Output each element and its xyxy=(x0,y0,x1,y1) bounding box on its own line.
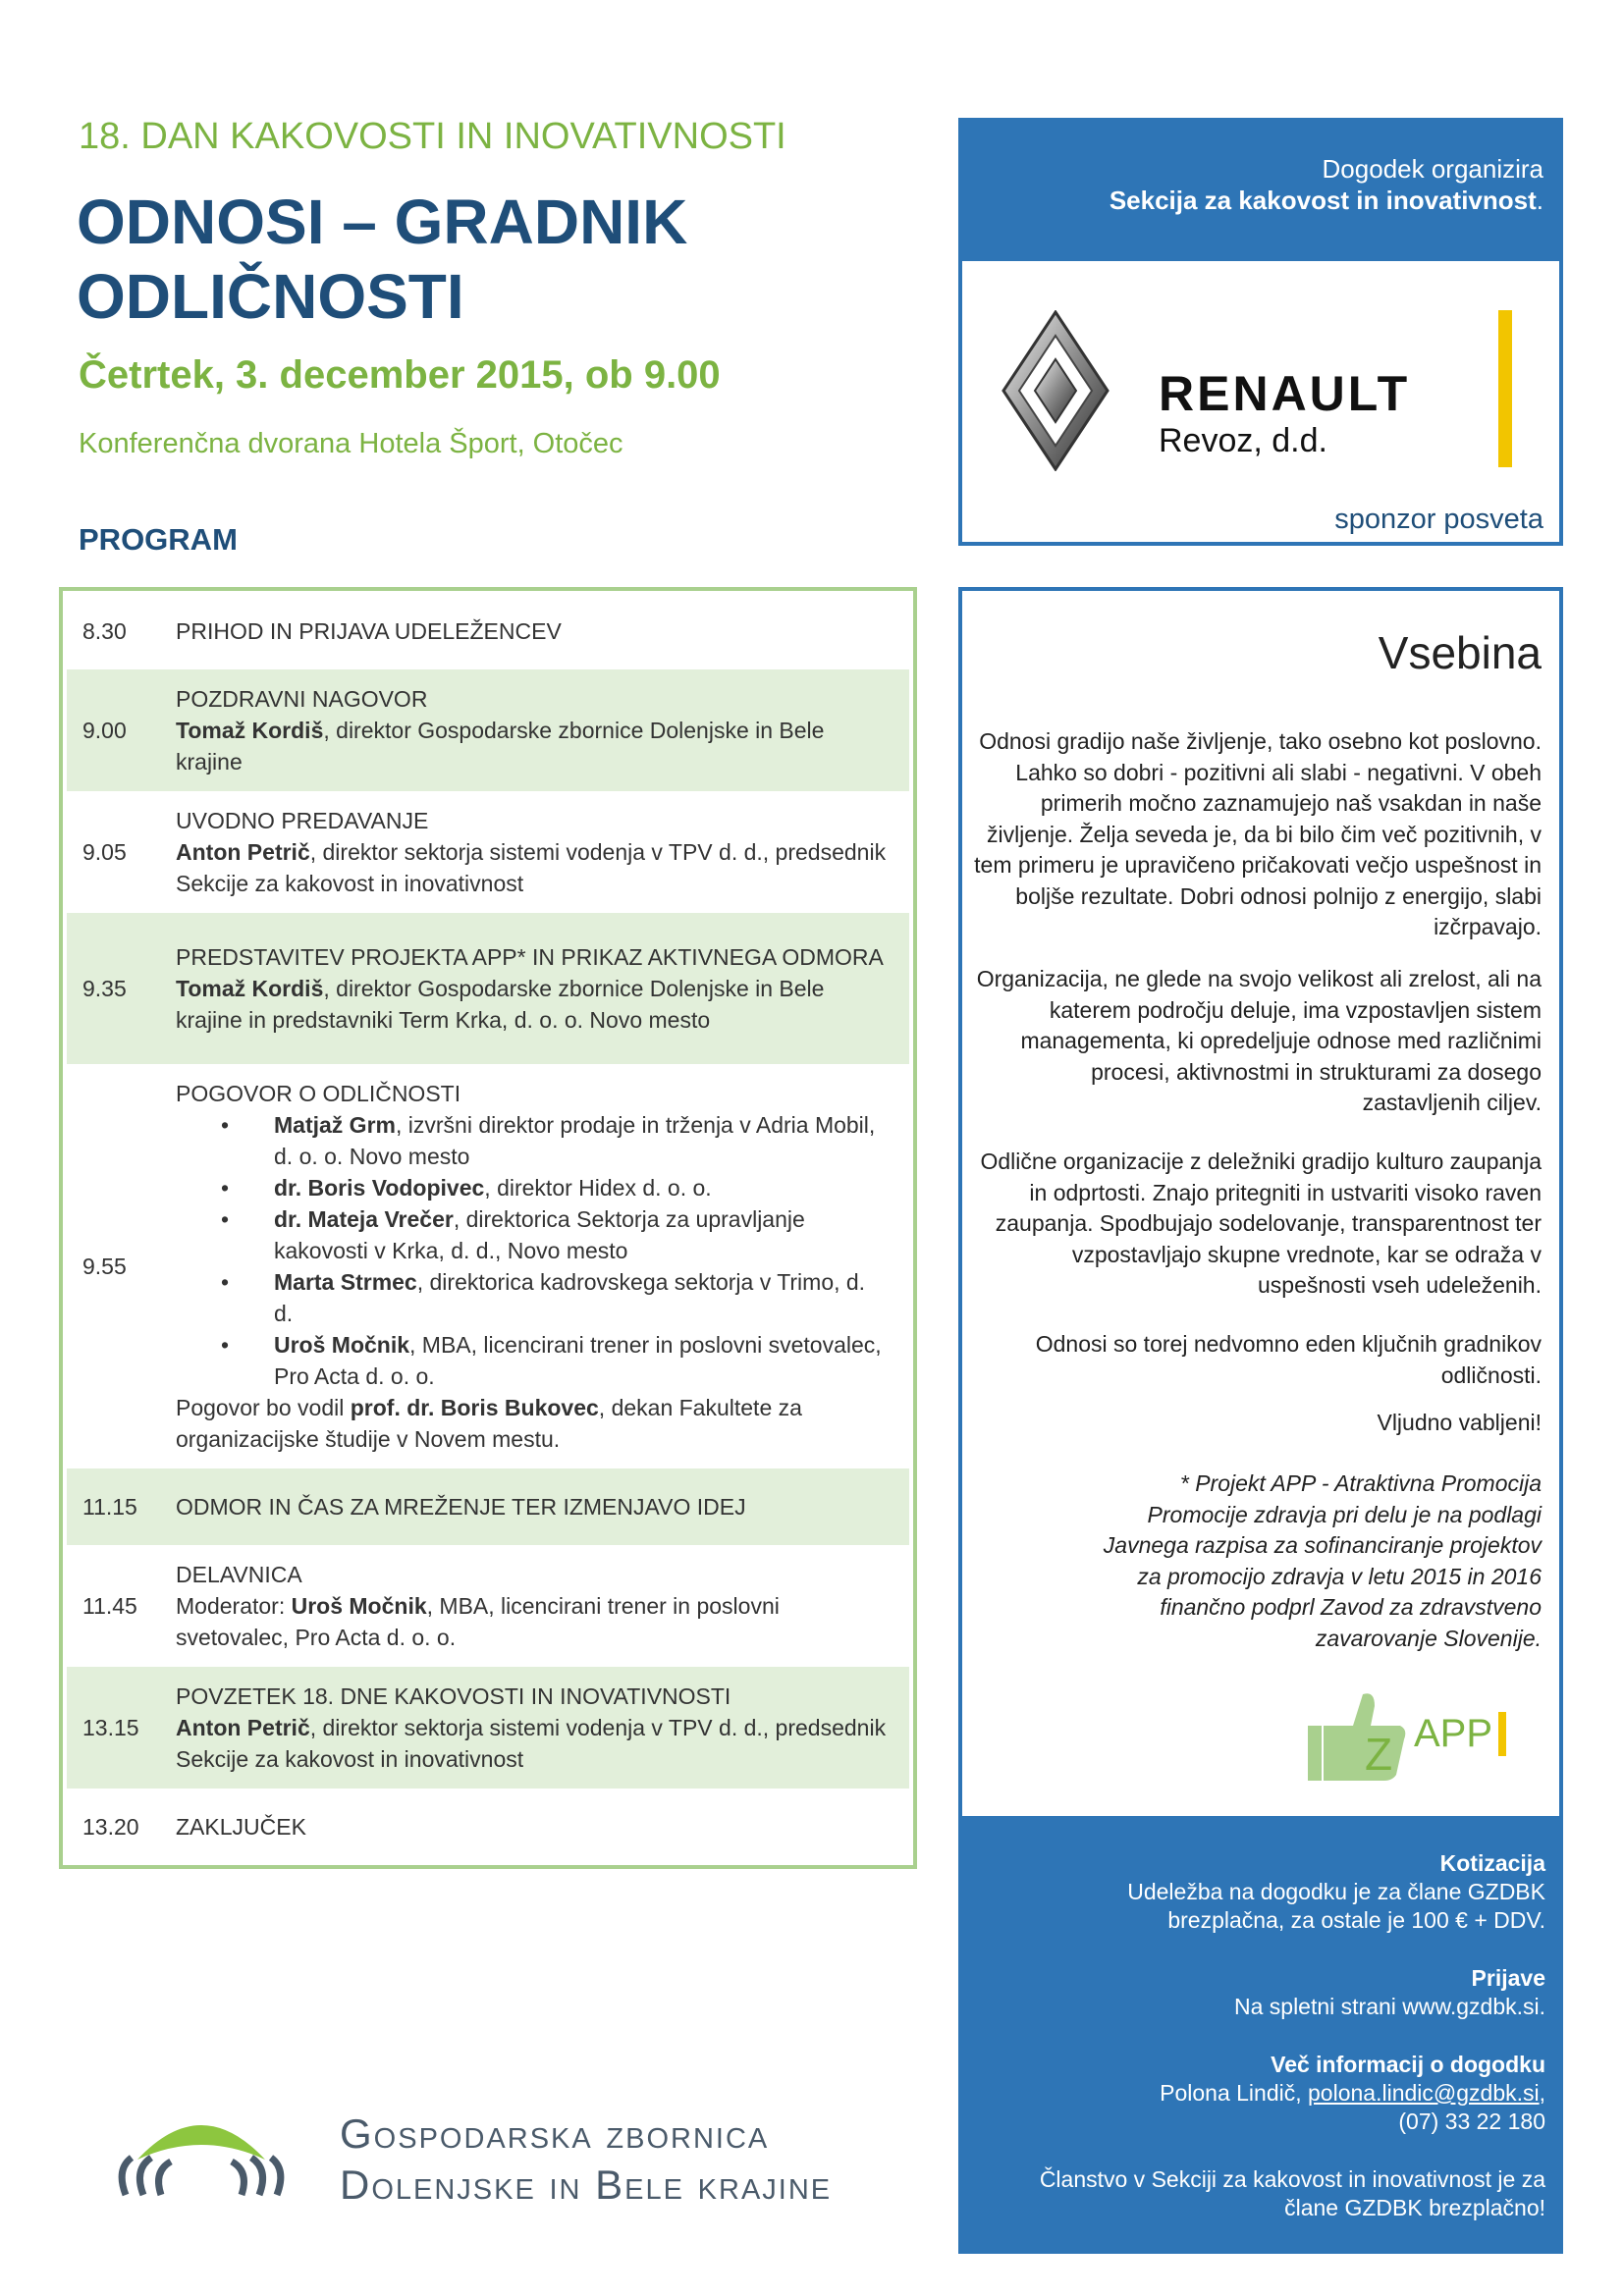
contact-email-link[interactable]: polona.lindic@gzdbk.si xyxy=(1308,2080,1540,2106)
membership-note: Članstvo v Sekciji za kakovost in inovativnost je za člane GZDBK brezplačno! xyxy=(1039,2166,1545,2220)
info-box: Kotizacija Udeležba na dogodku je za člane GZDBK brezplačna, za ostale je 100 € + DDV. Prijave Na spletni strani www.gzdbk.si. Več informacij o dogodku Polona Lindič, polona.lindic@gzdbk.si, (07) 33 22 180 Članstvo v Sekciji za kakovost in inovativnost je za člane GZDBK brezplačno! xyxy=(958,1816,1563,2254)
bullet-icon: • xyxy=(220,1175,230,1201)
row-title: POVZETEK 18. DNE KAKOVOSTI IN INOVATIVNOSTI xyxy=(176,1683,731,1709)
panelist-role: , direktorica Sektorja za upravljanje kakovosti v Krka, d. d., Novo mesto xyxy=(274,1206,805,1263)
program-row xyxy=(67,669,909,791)
renault-diamond-logo xyxy=(1001,310,1110,471)
speaker-role: , MBA, licencirani trener in poslovni svetovalec, Pro Acta d. o. o. xyxy=(176,1593,780,1650)
organizer-label: Dogodek organizira xyxy=(1322,154,1543,184)
row-time: 8.30 xyxy=(82,618,127,644)
row-title: POZDRAVNI NAGOVOR xyxy=(176,686,428,712)
program-row xyxy=(67,593,909,669)
organizer-name: Sekcija za kakovost in inovativnost xyxy=(1109,186,1537,215)
gzdbk-name xyxy=(340,2109,832,2211)
panelist-name: Matjaž Grm xyxy=(274,1112,396,1138)
event-number: 18. DAN KAKOVOSTI IN INOVATIVNOSTI xyxy=(79,116,786,157)
sponsor-accent-bar xyxy=(1498,310,1512,467)
bullet-icon: • xyxy=(220,1269,230,1295)
bullet-icon: • xyxy=(220,1112,230,1138)
row-time: 13.15 xyxy=(82,1715,139,1740)
speaker-role: , direktor Gospodarske zbornice Dolenjske in Bele krajine in predstavniki Term Krka, d. o. o. Novo mesto xyxy=(176,976,825,1033)
contact-name: Polona Lindič, xyxy=(1160,2080,1309,2106)
speaker-name: Anton Petrič xyxy=(176,839,310,865)
panelist-role: , direktor Hidex d. o. o. xyxy=(484,1175,712,1201)
program-row: 11.45 DELAVNICA Moderator: Uroš Močnik, MBA, licencirani trener in poslovni svetovalec, Pro Acta d. o. o. xyxy=(67,1545,909,1667)
program-heading: PROGRAM xyxy=(79,522,238,557)
program-row xyxy=(67,1667,909,1789)
bullet-icon: • xyxy=(220,1332,230,1358)
row-title: UVODNO PREDAVANJE xyxy=(176,808,429,833)
title-line-2: ODLIČNOSTI xyxy=(77,261,464,332)
panelist-item xyxy=(176,1329,890,1392)
speaker-name: Tomaž Kordiš xyxy=(176,976,324,1001)
content-paragraph: Odlične organizacije z deležniki gradijo kulturo zaupanja in odprtosti. Znajo pritegniti in ustvariti visoko raven zaupanja. Spodbujajo sodelovanje, transparentnost ter vzpostavljajo skupne vrednote, kar se odraža v uspešnosti vseh udeleženih. xyxy=(980,1148,1542,1298)
app-logo xyxy=(1304,1686,1532,1785)
sponsor-company: Revoz, d.d. xyxy=(1159,422,1327,459)
sponsor-brand: RENAULT xyxy=(1159,366,1411,421)
moderator-note: Pogovor bo vodil prof. dr. Boris Bukovec, dekan Fakultete za organizacijske študije v Novem mestu. xyxy=(176,1395,802,1452)
row-title: PREDSTAVITEV PROJEKTA APP* IN PRIKAZ AKTIVNEGA ODMORA xyxy=(176,944,884,970)
row-time: 9.35 xyxy=(82,976,127,1001)
thumbs-up-icon xyxy=(1304,1686,1412,1785)
row-time: 11.45 xyxy=(82,1593,137,1619)
more-info-heading: Več informacij o dogodku xyxy=(1271,2052,1545,2077)
contact-phone: (07) 33 22 180 xyxy=(1398,2109,1545,2134)
program-row xyxy=(67,1789,909,1865)
panelist-item xyxy=(176,1109,890,1172)
content-paragraph: Odnosi so torej nedvomno eden ključnih gradnikov odličnosti. xyxy=(1035,1331,1542,1388)
panelist-name: dr. Mateja Vrečer xyxy=(274,1206,454,1232)
project-footnote: * Projekt APP - Atraktivna Promocija Promocije zdravja pri delu je na podlagi Javnega razpisa za sofinanciranje projektov za promocijo zdravja v letu 2015 in 2016 finančno podprl Zavod za zdravstveno zavarovanje Slovenije. xyxy=(1103,1470,1542,1651)
invitation-text: Vljudno vabljeni! xyxy=(1377,1410,1542,1435)
organizer-banner: Dogodek organizira Sekcija za kakovost in inovativnost. xyxy=(958,118,1563,261)
sponsor-label: sponzor posveta xyxy=(1334,504,1543,535)
content-title: Vsebina xyxy=(1378,627,1542,678)
program-row xyxy=(67,1064,909,1468)
row-time: 9.00 xyxy=(82,718,127,743)
speaker-name: Tomaž Kordiš xyxy=(176,718,324,743)
bullet-icon: • xyxy=(220,1206,230,1232)
fee-text: Udeležba na dogodku je za člane GZDBK brezplačna, za ostale je 100 € + DDV. xyxy=(1127,1879,1545,1933)
panelist-role: , direktorica kadrovskega sektorja v Trimo, d. d. xyxy=(274,1269,866,1326)
row-time: 13.20 xyxy=(82,1814,139,1840)
panelist-item xyxy=(176,1172,890,1203)
gzdbk-name-line1: Gospodarska zbornica xyxy=(340,2110,770,2157)
row-title: PRIHOD IN PRIJAVA UDELEŽENCEV xyxy=(176,618,562,644)
app-logo-letter: Z xyxy=(1365,1729,1393,1780)
panelist-name: Marta Strmec xyxy=(274,1269,417,1295)
program-row xyxy=(67,1468,909,1545)
program-row xyxy=(67,913,909,1064)
panelist-item xyxy=(176,1266,890,1329)
registration-heading: Prijave xyxy=(1471,1965,1545,1991)
sponsor-box xyxy=(958,261,1563,546)
event-date: Četrtek, 3. december 2015, ob 9.00 xyxy=(79,353,721,397)
gzdbk-logo xyxy=(108,2101,295,2199)
registration-text: Na spletni strani www.gzdbk.si. xyxy=(1233,1994,1545,2019)
app-logo-text: APP xyxy=(1414,1712,1506,1756)
speaker-role: , direktor sektorja sistemi vodenja v TPV d. d., predsednik Sekcije za kakovost in inovativnost xyxy=(176,839,887,896)
program-row xyxy=(67,791,909,913)
content-box xyxy=(958,587,1563,1816)
row-title: ZAKLJUČEK xyxy=(176,1814,306,1840)
row-title: ODMOR IN ČAS ZA MREŽENJE TER IZMENJAVO IDEJ xyxy=(176,1494,746,1520)
fee-heading: Kotizacija xyxy=(1439,1850,1545,1876)
panelist-name: dr. Boris Vodopivec xyxy=(274,1175,485,1201)
content-paragraph: Odnosi gradijo naše življenje, tako osebno kot poslovno. Lahko so dobri - pozitivni ali slabi - negativni. V obeh primerih močno zaznamujejo naš vsakdan in naše življenje. Želja seveda je, da bi bilo čim več pozitivnih, v tem primeru je upravičeno pričakovati večjo uspešnost in boljše rezultate. Dobri odnosi polnijo z energijo, slabi izčrpavajo. xyxy=(974,728,1542,939)
row-time: 9.55 xyxy=(82,1254,127,1279)
moderator-name: prof. dr. Boris Bukovec xyxy=(350,1395,599,1420)
row-title: POGOVOR O ODLIČNOSTI xyxy=(176,1081,461,1106)
event-venue: Konferenčna dvorana Hotela Šport, Otočec xyxy=(79,428,623,459)
panelist-role: , MBA, licencirani trener in poslovni svetovalec, Pro Acta d. o. o. xyxy=(274,1332,882,1389)
speaker-role: , direktor Gospodarske zbornice Dolenjske in Bele krajine xyxy=(176,718,825,774)
panelist-item xyxy=(176,1203,890,1266)
speaker-role: , direktor sektorja sistemi vodenja v TPV d. d., predsednik Sekcije za kakovost in inovativnost xyxy=(176,1715,887,1772)
row-time: 9.05 xyxy=(82,839,127,865)
panelist-role: , izvršni direktor prodaje in trženja v Adria Mobil, d. o. o. Novo mesto xyxy=(274,1112,876,1169)
panelist-name: Uroš Močnik xyxy=(274,1332,410,1358)
gzdbk-name-line2: Dolenjske in Bele krajine xyxy=(340,2162,833,2208)
content-paragraph: Organizacija, ne glede na svojo velikost ali zrelost, ali na katerem področju deluje, ima vzpostavljen sistem managementa, ki opredeljuje odnose med različnimi procesi, aktivnostmi in strukturami za dosego zastavljenih ciljev. xyxy=(976,966,1542,1115)
row-title: DELAVNICA xyxy=(176,1562,302,1587)
speaker-name: Anton Petrič xyxy=(176,1715,310,1740)
event-title xyxy=(77,185,687,334)
program-table xyxy=(59,587,917,1869)
row-time: 11.15 xyxy=(82,1494,137,1520)
title-line-1: ODNOSI – GRADNIK xyxy=(77,187,688,257)
speaker-name: Uroš Močnik xyxy=(291,1593,427,1619)
